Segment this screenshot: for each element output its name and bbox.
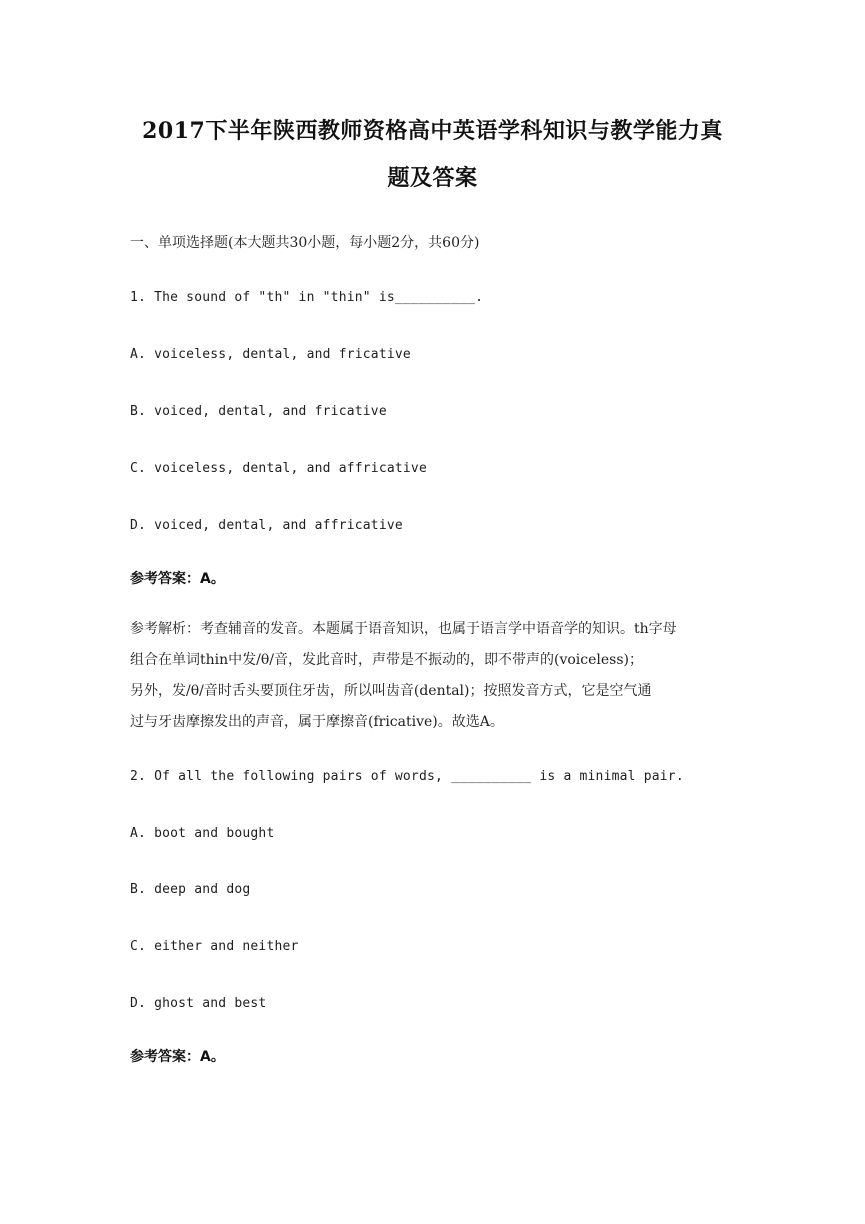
question-2-answer: 参考答案：A。 — [130, 1049, 225, 1065]
question-1-answer: 参考答案：A。 — [130, 571, 225, 587]
section-heading: 一、单项选择题(本大题共30小题，每小题2分，共60分) — [130, 235, 480, 251]
document-title-line-1: 2017下半年陕西教师资格高中英语学科知识与教学能力真 — [142, 118, 723, 144]
question-1-option-c: C. voiceless, dental, and affricative — [130, 461, 427, 476]
question-2-stem: 2. Of all the following pairs of words, __________ is a minimal pair. — [130, 769, 684, 784]
question-2-option-b: B. deep and dog — [130, 882, 251, 897]
question-2-option-a: A. boot and bought — [130, 826, 275, 841]
question-1-option-d: D. voiced, dental, and affricative — [130, 518, 403, 533]
question-1-option-a: A. voiceless, dental, and fricative — [130, 347, 411, 362]
question-1-analysis — [130, 614, 740, 738]
document-title-line-2: 题及答案 — [387, 165, 478, 191]
question-2-option-d: D. ghost and best — [130, 996, 267, 1011]
question-1-option-b: B. voiced, dental, and fricative — [130, 404, 387, 419]
analysis-line-2: 组合在单词thin中发/θ/音，发此音时，声带是不振动的，即不带声的(voiceless)； — [130, 652, 643, 668]
analysis-line-3: 另外，发/θ/音时舌头要顶住牙齿，所以叫齿音(dental)；按照发音方式，它是空气通 — [130, 683, 652, 699]
analysis-line-1: 参考解析：考查辅音的发音。本题属于语音知识，也属于语言学中语音学的知识。th字母 — [130, 621, 677, 637]
question-1-stem: 1. The sound of "th" in "thin" is__________. — [130, 290, 484, 305]
question-2-option-c: C. either and neither — [130, 939, 299, 954]
analysis-line-4: 过与牙齿摩擦发出的声音，属于摩擦音(fricative)。故选A。 — [130, 714, 504, 730]
